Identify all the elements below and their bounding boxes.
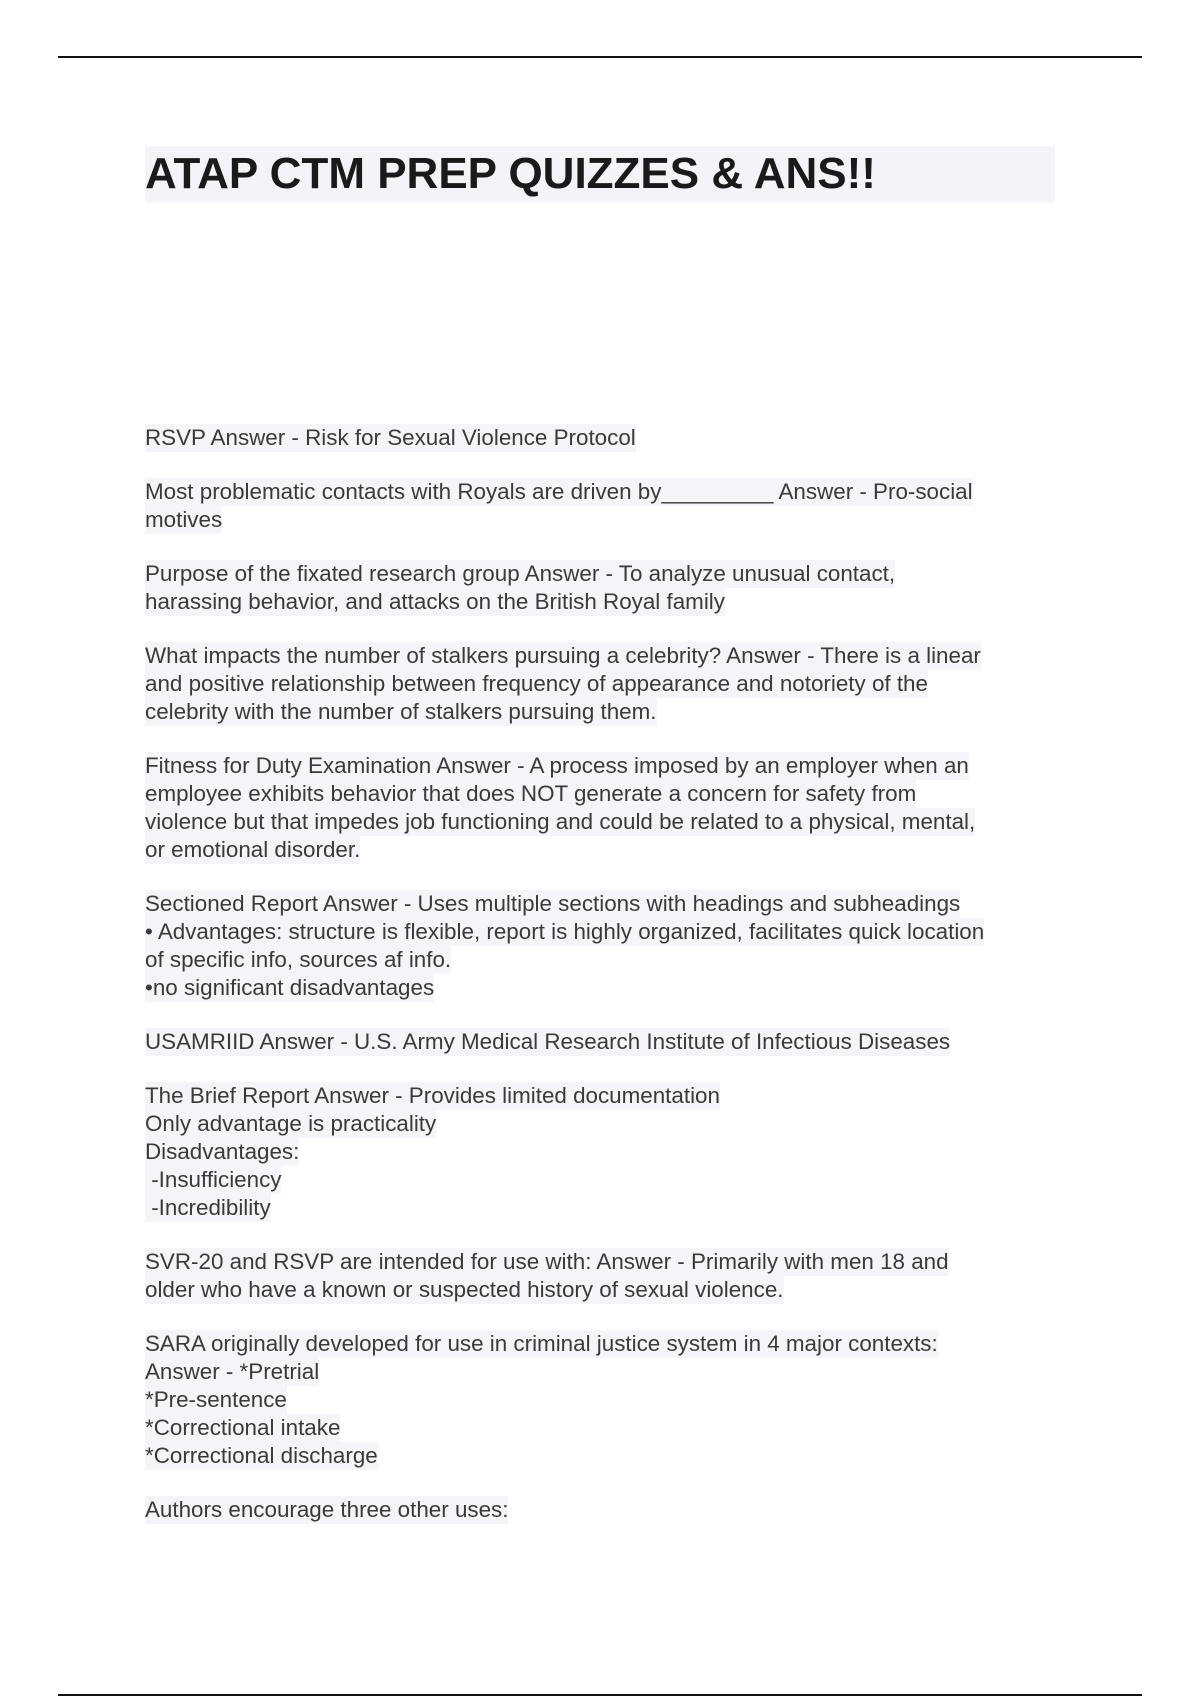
entry-line: What impacts the number of stalkers pursuing a celebrity? Answer - There is a linear (145, 643, 981, 668)
entry-line: USAMRIID Answer - U.S. Army Medical Research Institute of Infectious Diseases (145, 1029, 951, 1054)
entry-line: •no significant disadvantages (145, 975, 435, 1000)
entry-line: Fitness for Duty Examination Answer - A process imposed by an employer when an (145, 753, 969, 778)
entry-line: *Correctional discharge (145, 1443, 378, 1468)
qa-entry (145, 424, 1055, 452)
entry-line: of specific info, sources af info. (145, 947, 452, 972)
qa-entry (145, 1248, 1055, 1304)
entry-line: older who have a known or suspected history of sexual violence. (145, 1277, 784, 1302)
entry-line: -Insufficiency (145, 1167, 282, 1192)
qa-entry (145, 1028, 1055, 1056)
entry-line: motives (145, 507, 223, 532)
entry-line: Only advantage is practicality (145, 1111, 437, 1136)
qa-entry (145, 1330, 1055, 1470)
entry-line: SARA originally developed for use in criminal justice system in 4 major contexts: (145, 1331, 938, 1356)
entry-line: employee exhibits behavior that does NOT generate a concern for safety from (145, 781, 917, 806)
entry-line: • Advantages: structure is flexible, report is highly organized, facilitates quick location (145, 919, 985, 944)
entry-line: Most problematic contacts with Royals are driven by_________ Answer - Pro-social (145, 479, 973, 504)
top-rule (58, 56, 1142, 58)
entry-line: -Incredibility (145, 1195, 271, 1220)
entry-line: Purpose of the fixated research group Answer - To analyze unusual contact, (145, 561, 896, 586)
entry-line: Authors encourage three other uses: (145, 1497, 509, 1522)
qa-entry (145, 560, 1055, 616)
entry-line: SVR-20 and RSVP are intended for use with: Answer - Primarily with men 18 and (145, 1249, 949, 1274)
entry-line: RSVP Answer - Risk for Sexual Violence Protocol (145, 425, 636, 450)
entry-line: harassing behavior, and attacks on the British Royal family (145, 589, 725, 614)
entry-line: Sectioned Report Answer - Uses multiple sections with headings and subheadings (145, 891, 961, 916)
qa-entry (145, 890, 1055, 1002)
qa-list (145, 424, 1055, 1550)
qa-entry (145, 752, 1055, 864)
entry-line: Disadvantages: (145, 1139, 300, 1164)
qa-entry (145, 1082, 1055, 1222)
entry-line: The Brief Report Answer - Provides limited documentation (145, 1083, 720, 1108)
entry-line: *Pre-sentence (145, 1387, 287, 1412)
qa-entry (145, 642, 1055, 726)
qa-entry (145, 478, 1055, 534)
entry-line: celebrity with the number of stalkers pursuing them. (145, 699, 657, 724)
entry-line: or emotional disorder. (145, 837, 361, 862)
entry-line: violence but that impedes job functioning and could be related to a physical, mental, (145, 809, 976, 834)
bottom-rule (58, 1694, 1142, 1696)
entry-line: and positive relationship between frequency of appearance and notoriety of the (145, 671, 928, 696)
entry-line: *Correctional intake (145, 1415, 341, 1440)
document-title: ATAP CTM PREP QUIZZES & ANS!! (145, 146, 1055, 202)
qa-entry (145, 1496, 1055, 1524)
entry-line: Answer - *Pretrial (145, 1359, 320, 1384)
